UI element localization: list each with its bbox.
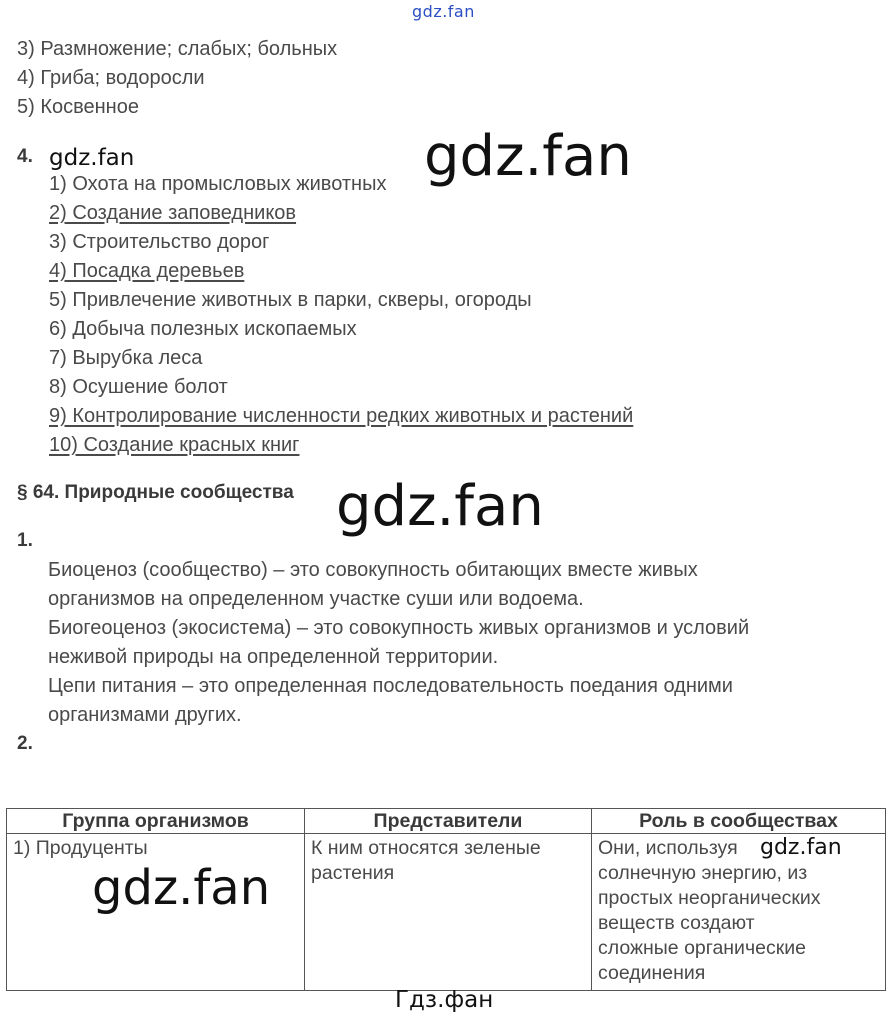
column-header: Представители — [305, 809, 592, 834]
measure-item: 10) Создание красных книг — [49, 434, 300, 456]
definition-line: Цепи питания – это определенная последовательность поедания одними — [48, 675, 733, 697]
measure-item: 7) Вырубка леса — [49, 347, 203, 369]
watermark-task4: gdz.fan — [49, 145, 135, 171]
definition-line: неживой природы на определенной территории. — [48, 646, 499, 668]
answer-line: 4) Гриба; водоросли — [17, 67, 205, 89]
watermark-big: gdz.fan — [424, 124, 632, 189]
column-header: Группа организмов — [7, 809, 305, 834]
measure-item: 5) Привлечение животных в парки, скверы, огороды — [49, 289, 532, 311]
measure-item: 6) Добыча полезных ископаемых — [49, 318, 357, 340]
definition-line: организмами других. — [48, 704, 242, 726]
definition-line: организмов на определенном участке суши или водоема. — [48, 588, 584, 610]
measure-item: 2) Создание заповедников — [49, 202, 297, 224]
cell-line: Они, используя — [598, 837, 738, 859]
measure-item: 9) Контролирование численности редких животных и растений — [49, 405, 634, 427]
cell-line: растения — [311, 862, 395, 884]
watermark-big: gdz.fan — [92, 860, 271, 916]
definition-line: Биогеоценоз (экосистема) – это совокупность живых организмов и условий — [48, 617, 750, 639]
watermark-big: gdz.fan — [336, 474, 544, 539]
table-header-row — [7, 809, 886, 834]
measure-item: 3) Строительство дорог — [49, 231, 270, 253]
answer-line: 3) Размножение; слабых; больных — [17, 38, 338, 60]
definition-line: Биоценоз (сообщество) – это совокупность обитающих вместе живых — [48, 559, 698, 581]
task-number: 4. — [17, 146, 33, 167]
question-number: 1. — [17, 530, 33, 551]
measure-item: 8) Осушение болот — [49, 376, 228, 398]
measure-item: 4) Посадка деревьев — [49, 260, 245, 282]
cell-line: 1) Продуценты — [13, 837, 148, 859]
cell-line: соединения — [598, 962, 706, 984]
watermark-top: gdz.fan — [412, 2, 475, 21]
measure-item: 1) Охота на промысловых животных — [49, 173, 387, 195]
cell-line: веществ создают — [598, 912, 755, 934]
cell-line: К ним относятся зеленые — [311, 837, 541, 859]
watermark-small: gdz.fan — [760, 835, 842, 860]
cell-line: солнечную энергию, из — [598, 862, 808, 884]
representatives-cell — [305, 834, 592, 991]
section-title: § 64. Природные сообщества — [17, 482, 294, 503]
cell-line: простых неорганических — [598, 887, 821, 909]
watermark-footer: Гдз.фан — [395, 987, 494, 1013]
column-header: Роль в сообществах — [592, 809, 886, 834]
cell-line: сложные органические — [598, 937, 806, 959]
question-number: 2. — [17, 733, 33, 754]
answer-line: 5) Косвенное — [17, 96, 139, 118]
